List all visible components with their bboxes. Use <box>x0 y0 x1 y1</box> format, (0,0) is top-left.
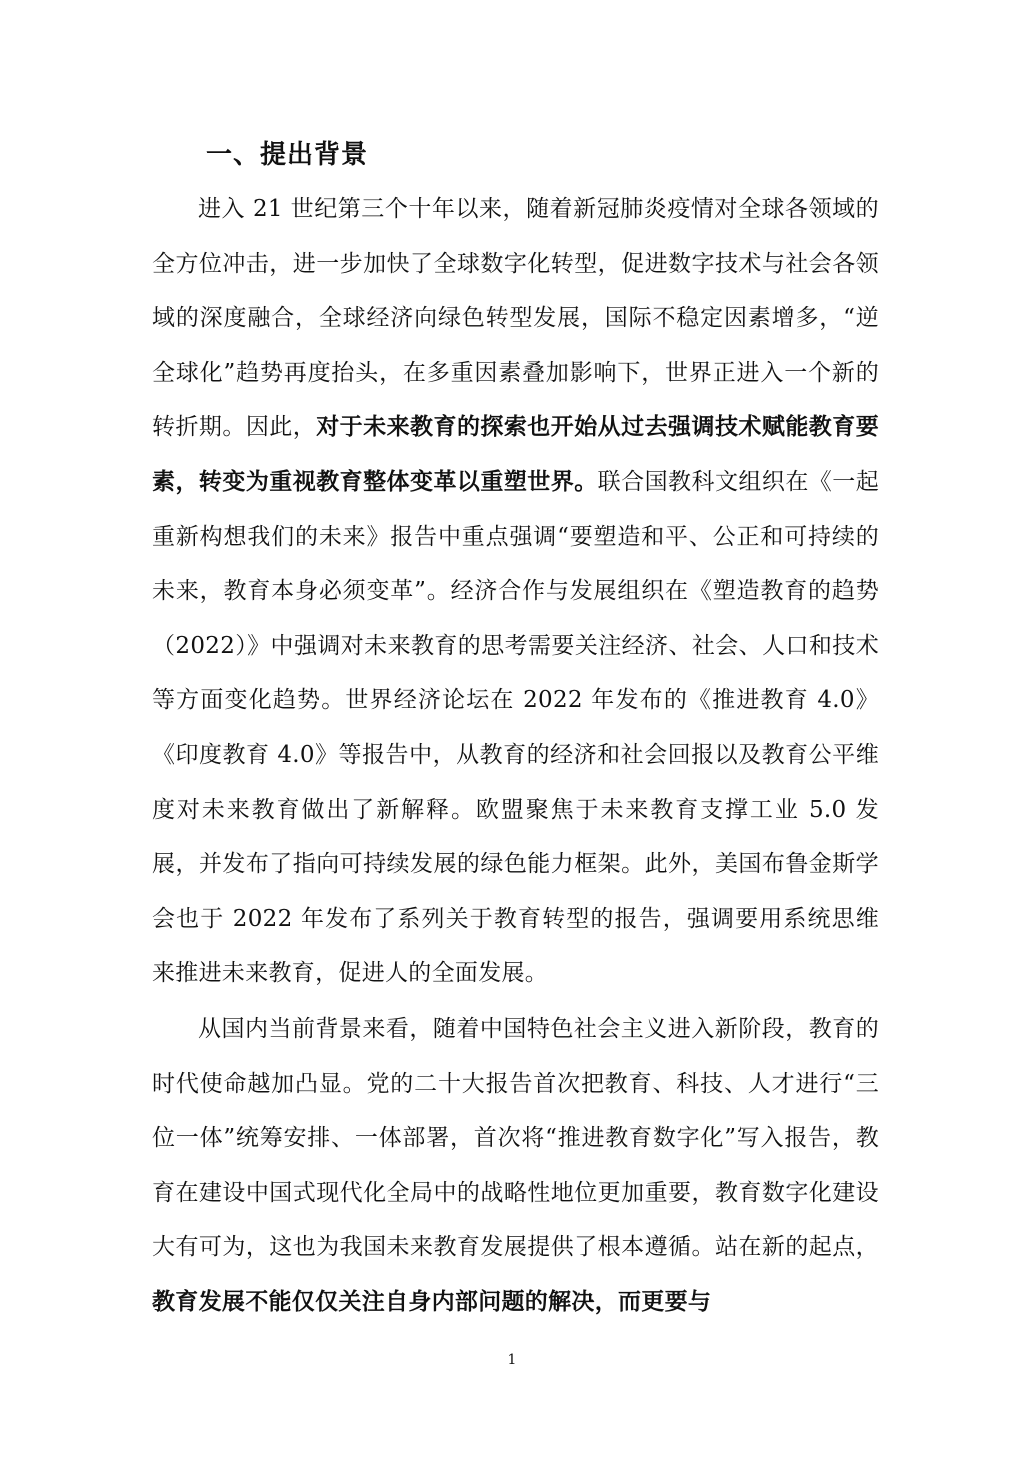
paragraph-2-bold-text: 教育发展不能仅仅关注自身内部问题的解决，而更要与 <box>152 1287 712 1315</box>
page-number: 1 <box>507 1352 517 1368</box>
paragraph-1 <box>152 182 879 1001</box>
paragraph-1-bold-text: 对于未来教育的探索也开始从过去强调技术赋能教育要素，转变为重视教育整体变革以重塑世界。 <box>152 413 879 495</box>
paragraph-2 <box>152 1002 879 1330</box>
paragraph-2-text-a: 从国内当前背景来看，随着中国特色社会主义进入新阶段，教育的时代使命越加凸显。党的二十大报告首次把教育、科技、人才进行“三位一体”统筹安排、一体部署，首次将“推进教育数字化”写入报告，教育在建设中国式现代化全局中的战略性地位更加重要，教育数字化建设大有可为，这也为我国未来教育发展提供了根本遵循。站在新的起点， <box>152 1016 879 1261</box>
section-heading: 一、提出背景 <box>206 140 369 170</box>
paragraph-1-text-a: 进入 21 世纪第三个十年以来，随着新冠肺炎疫情对全球各领域的全方位冲击，进一步加快了全球数字化转型，促进数字技术与社会各领域的深度融合，全球经济向绿色转型发展，国际不稳定因素增多，“逆全球化”趋势再度抬头，在多重因素叠加影响下，世界正进入一个新的转折期。因此， <box>152 196 879 441</box>
paragraph-1-text-b: 联合国教科文组织在《一起重新构想我们的未来》报告中重点强调“要塑造和平、公正和可持续的未来，教育本身必须变革”。经济合作与发展组织在《塑造教育的趋势（2022）》中强调对未来教育的思考需要关注经济、社会、人口和技术等方面变化趋势。世界经济论坛在 2022 年发布的《推进教育 4.0》《印度教育 4.0》等报告中，从教育的经济和社会回报以及教育公平维度对未来教育做出了新解释。欧盟聚焦于未来教育支撑工业 5.0 发展，并发布了指向可持续发展的绿色能力框架。此外，美国布鲁金斯学会也于 2022 年发布了系列关于教育转型的报告，强调要用系统思维来推进未来教育，促进人的全面发展。 <box>152 468 879 987</box>
